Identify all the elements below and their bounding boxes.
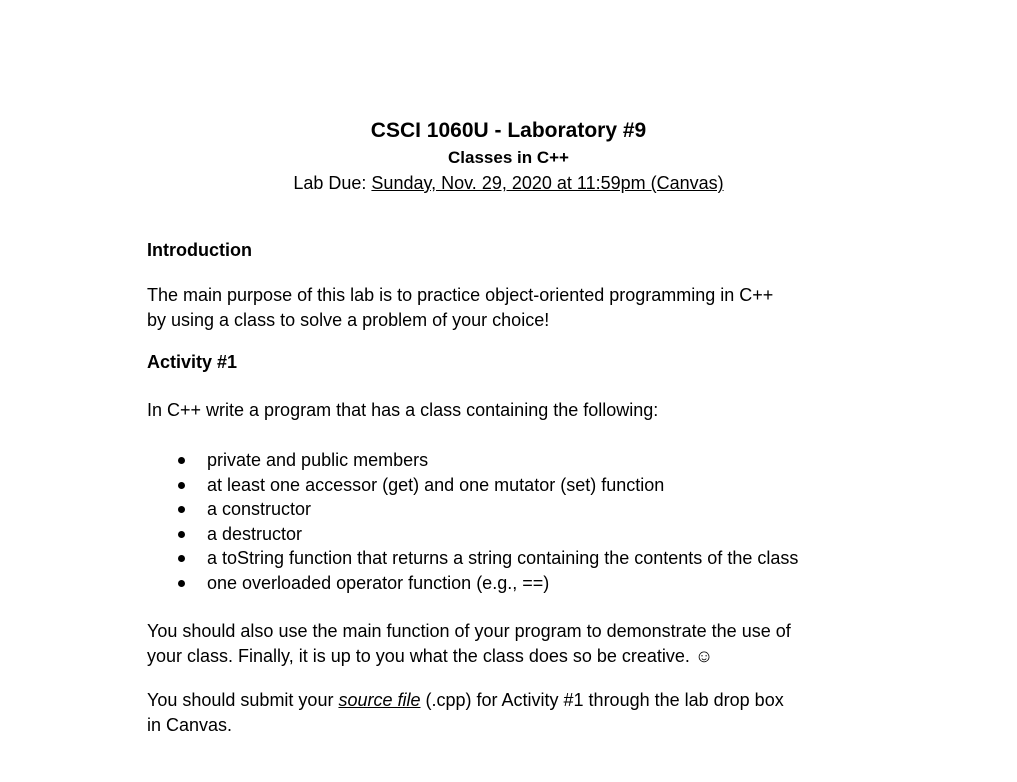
- list-item-text: one overloaded operator function (e.g., ==): [207, 572, 550, 593]
- due-line: [0, 171, 1017, 195]
- bullet-icon: [178, 506, 185, 513]
- requirements-list: [147, 448, 887, 595]
- source-file-link[interactable]: source file: [338, 690, 421, 710]
- submission-suffix: (.cpp) for Activity #1 through the lab drop box: [420, 690, 784, 710]
- list-item-text: at least one accessor (get) and one mutator (set) function: [207, 474, 665, 495]
- list-item: [147, 448, 887, 473]
- list-item-text: a constructor: [207, 499, 312, 519]
- submission-prefix: You should submit your: [147, 690, 339, 710]
- activity-lead: In C++ write a program that has a class containing the following:: [147, 400, 659, 420]
- due-date: Sunday, Nov. 29, 2020 at 11:59pm (Canvas): [371, 173, 724, 193]
- due-label: Lab Due:: [293, 173, 372, 193]
- submission-line-2: in Canvas.: [147, 715, 233, 735]
- list-item: [147, 546, 887, 571]
- list-item: [147, 522, 887, 547]
- demonstration-line-1: You should also use the main function of your program to demonstrate the use of: [147, 621, 791, 641]
- bullet-icon: [178, 531, 185, 538]
- bullet-icon: [178, 482, 185, 489]
- list-item-text: private and public members: [207, 450, 429, 470]
- introduction-line-1: The main purpose of this lab is to practice object-oriented programming in C++: [147, 285, 774, 305]
- introduction-line-2: by using a class to solve a problem of your choice!: [147, 310, 550, 330]
- bullet-icon: [178, 555, 185, 562]
- list-item: [147, 571, 887, 596]
- introduction-heading: Introduction: [147, 240, 252, 260]
- bullet-icon: [178, 457, 185, 464]
- activity-heading: Activity #1: [147, 352, 238, 372]
- list-item: [147, 497, 887, 522]
- submission-line-1: [147, 688, 887, 713]
- list-item-text: a toString function that returns a string containing the contents of the class: [207, 548, 799, 568]
- demonstration-line-2: your class. Finally, it is up to you what the class does so be creative. ☺: [147, 646, 714, 666]
- introduction-paragraph: [147, 283, 887, 333]
- page-title: CSCI 1060U - Laboratory #9: [370, 119, 647, 142]
- demonstration-paragraph: [147, 619, 887, 669]
- bullet-icon: [178, 580, 185, 587]
- list-item: [147, 473, 887, 498]
- page-subtitle: Classes in C++: [448, 148, 569, 167]
- list-item-text: a destructor: [207, 523, 303, 544]
- submission-paragraph: [147, 688, 887, 738]
